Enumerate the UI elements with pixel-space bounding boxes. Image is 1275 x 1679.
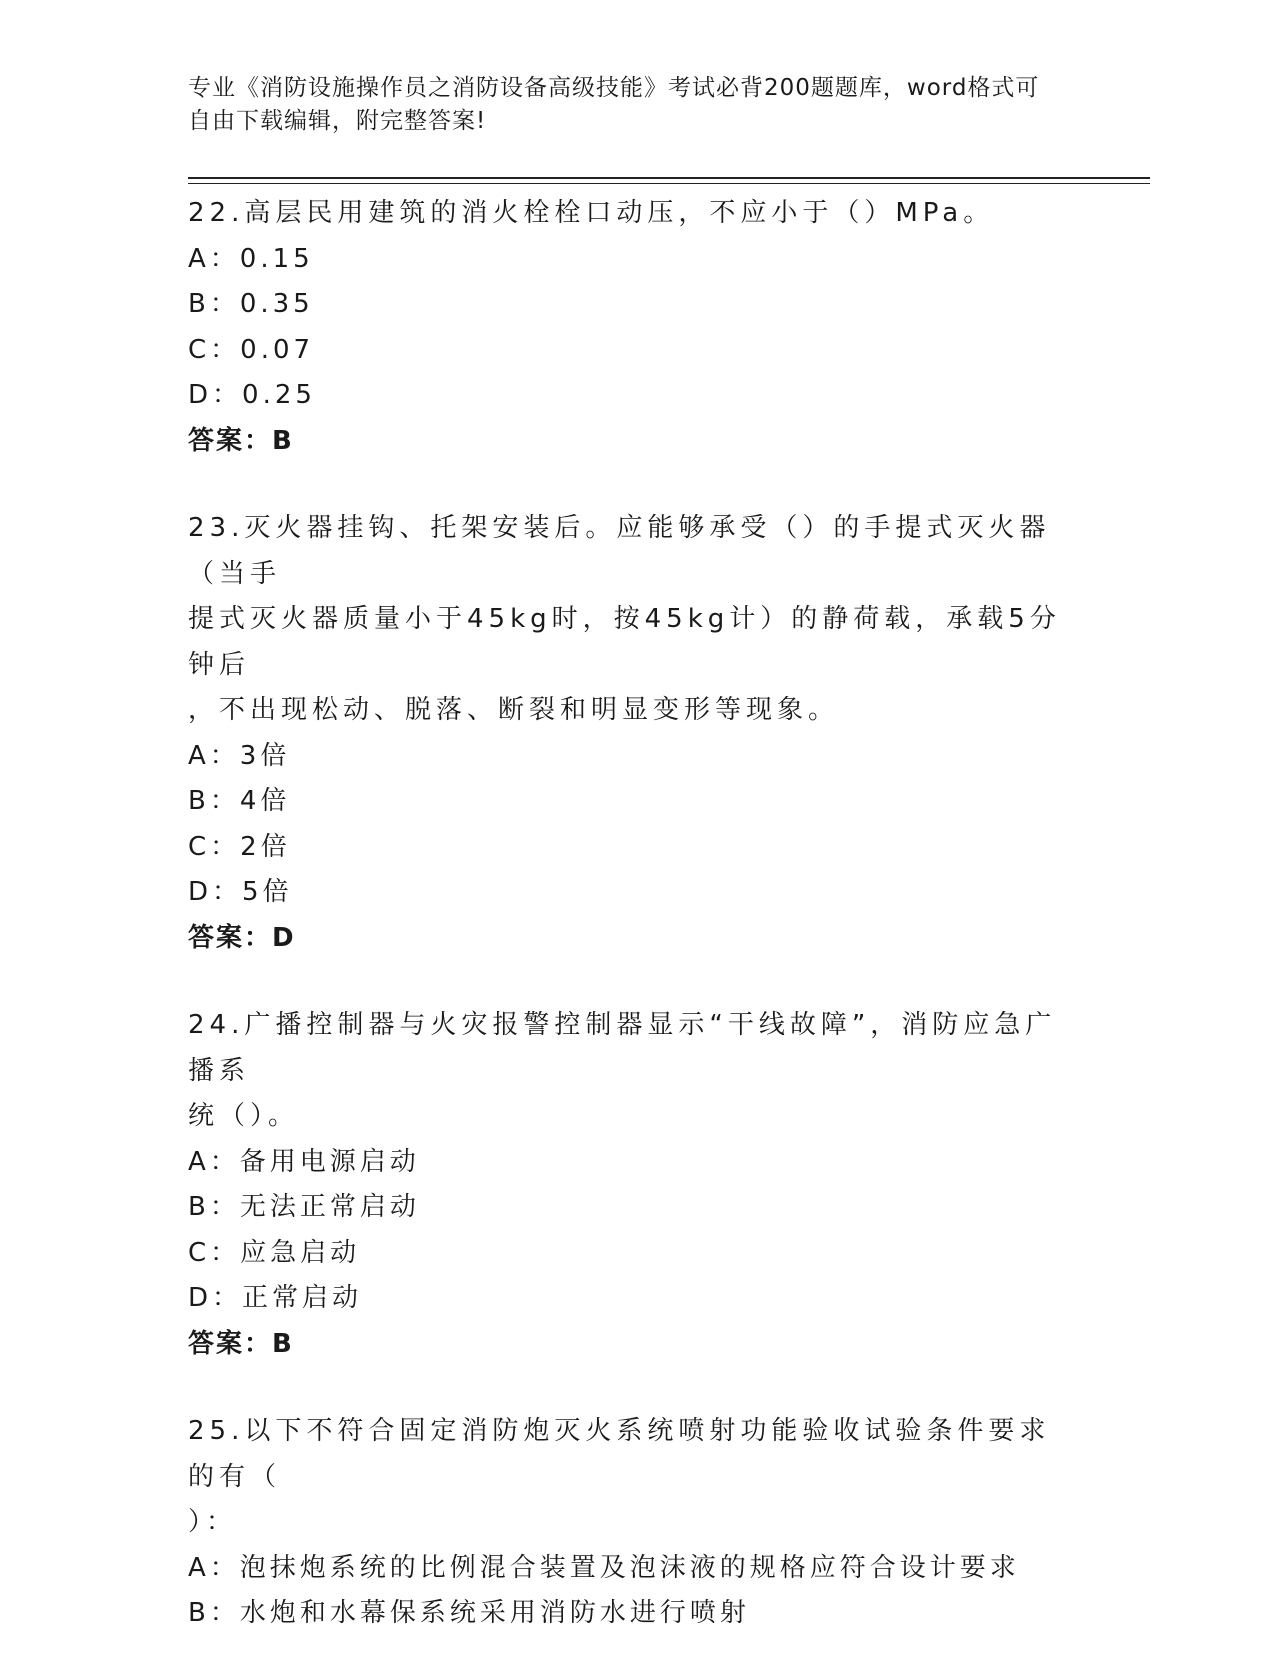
option-c: C：0.07 (188, 334, 315, 365)
option-a: A：备用电源启动 (188, 1146, 420, 1177)
option-a: A：泡抹炮系统的比例混合装置及泡沫液的规格应符合设计要求 (188, 1552, 1020, 1583)
question-stem-line-3: ，不出现松动、脱落、断裂和明显变形等现象。 (188, 695, 840, 725)
header-divider-thick (188, 177, 1150, 179)
question-24 (188, 1003, 1078, 1367)
option-b: B：无法正常启动 (188, 1192, 420, 1222)
question-22 (188, 191, 1078, 464)
option-b: B：0.35 (188, 289, 314, 319)
option-c: C：应急启动 (188, 1237, 361, 1268)
option-d: D：5倍 (188, 877, 293, 907)
question-25 (188, 1409, 1078, 1637)
question-stem-line-2: 提式灭火器质量小于45kg时，按45kg计）的静荷载，承载5分钟后 (188, 604, 1061, 680)
question-stem-line-1: 24.广播控制器与火灾报警控制器显示“干线故障”，消防应急广播系 (188, 1010, 1057, 1086)
option-d: D：0.25 (188, 380, 316, 410)
header-title-line-2: 自由下载编辑，附完整答案! (188, 108, 487, 134)
option-d: D：正常启动 (188, 1283, 363, 1313)
document-header (188, 72, 1068, 138)
answer: 答案：B (188, 1328, 294, 1359)
question-stem-line-2: 统（）。 (188, 1101, 300, 1131)
header-divider-thin (188, 183, 1150, 184)
header-title-line-1: 专业《消防设施操作员之消防设备高级技能》考试必背200题题库，word格式可 (188, 75, 1040, 101)
option-b: B：水炮和水幕保系统采用消防水进行喷射 (188, 1598, 750, 1628)
option-b: B：4倍 (188, 786, 291, 816)
answer: 答案：B (188, 425, 294, 456)
question-stem-line-1: 23.灭火器挂钩、托架安装后。应能够承受（）的手提式灭火器（当手 (188, 513, 1051, 589)
question-stem-line-2: ）： (188, 1507, 238, 1537)
option-a: A：3倍 (188, 740, 291, 771)
question-23 (188, 506, 1078, 961)
question-stem: 22.高层民用建筑的消火栓栓口动压，不应小于（）MPa。 (188, 198, 995, 228)
question-stem-line-1: 25.以下不符合固定消防炮灭火系统喷射功能验收试验条件要求的有（ (188, 1416, 1051, 1492)
option-c: C：2倍 (188, 831, 291, 862)
question-list (188, 191, 1078, 1679)
answer: 答案：D (188, 922, 296, 953)
option-a: A：0.15 (188, 243, 314, 274)
